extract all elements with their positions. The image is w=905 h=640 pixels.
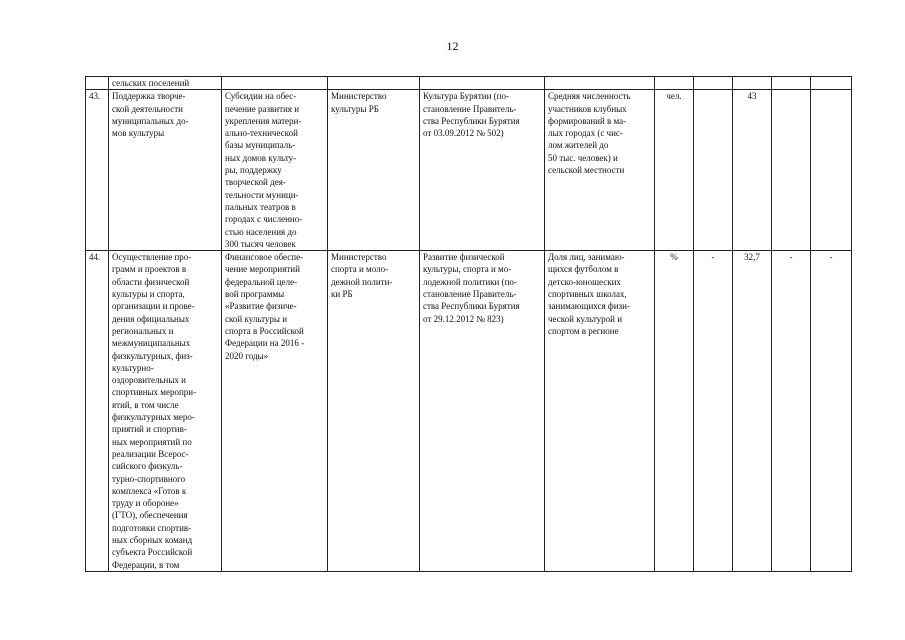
cell [545,77,655,90]
cell [733,77,772,90]
measures-table [85,76,852,572]
cell [222,77,328,90]
continuation-cell: сельских поселений [109,77,222,90]
row-number: 44. [86,251,109,572]
activity-cell: Поддержка творче- ской деятельности муниципальных до- мов культуры [109,90,222,251]
cell [811,77,852,90]
executor-cell: Министерство спорта и моло- дежной полити- ки РБ [328,251,420,572]
executor-cell: Министерство культуры РБ [328,90,420,251]
program-cell: Развитие физической культуры, спорта и мо- лодежной политики (по- становление Правитель- ства Республики Бурятия от 29.12.2012 № 823) [420,251,545,572]
measure-cell: Субсидии на обес- печение развития и укрепления матери- ально-технической базы муниципаль- ных домов культу- ры, поддержку творческой дея- тельности муници- пальных театров в городах с численно- стью населения до 300 тысяч человек [222,90,328,251]
value-cell-4 [811,90,852,251]
value-cell-1: - [694,251,733,572]
indicator-cell: Доля лиц, занимаю- щихся футболом в детско-юношеских спортивных школах, занимающихся физи- ческой культурой и спортом в регионе [545,251,655,572]
row-number: 43. [86,90,109,251]
value-cell-2: 43 [733,90,772,251]
program-cell: Культура Бурятии (по- становление Правитель- ства Республики Бурятия от 03.09.2012 № 502) [420,90,545,251]
value-cell-2: 32,7 [733,251,772,572]
value-cell-3 [772,90,811,251]
value-cell-4: - [811,251,852,572]
measure-cell: Финансовое обеспе- чение мероприятий федеральной целе- вой программы «Развитие физиче- ской культуры и спорта в Российской Федерации на 2016 - 2020 годы» [222,251,328,572]
value-cell-1 [694,90,733,251]
unit-cell: % [655,251,694,572]
indicator-cell: Средняя численность участников клубных формирований в ма- лых городах (с чис- лом жителей до 50 тыс. человек) и сельской местности [545,90,655,251]
cell [655,77,694,90]
cell [772,77,811,90]
value-cell-3: - [772,251,811,572]
cell-num [86,77,109,90]
table-row [86,251,852,572]
cell [420,77,545,90]
cell [694,77,733,90]
table-row [86,77,852,90]
activity-cell: Осуществление про- грамм и проектов в области физической культуры и спорта, организации и прове- дения официальных региональных и межмуниципальных физкультурных, физ- культурно- оздоровительных и спортивных меропри- ятий, в том числе физкультурных меро- приятий и спортив- ных мероприятий по реализации Всерос- сийского физкуль- турно-спортивного комплекса «Готов к труду и обороне» (ГТО), обеспечения подготовки спортив- ных сборных команд субъекта Российской Федерации, в том [109,251,222,572]
page-number: 12 [446,39,459,53]
unit-cell: чел. [655,90,694,251]
cell [328,77,420,90]
table-row [86,90,852,251]
